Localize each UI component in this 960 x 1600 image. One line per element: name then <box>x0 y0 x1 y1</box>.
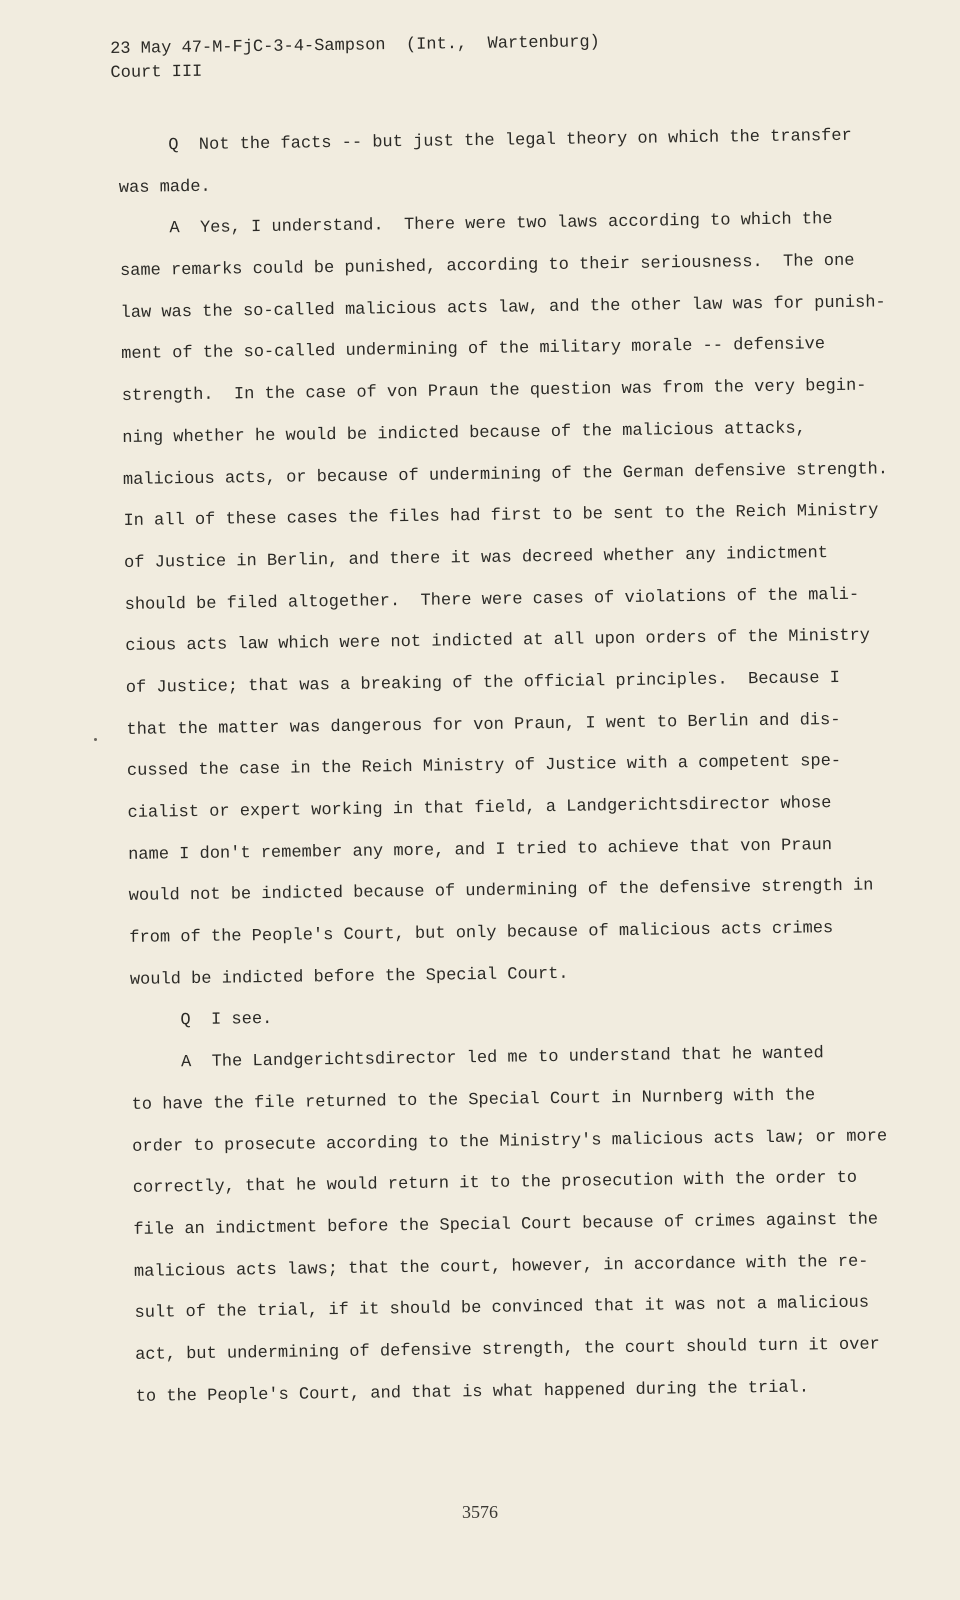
transcript-line: malicious acts laws; that the court, however, in accordance with the re- <box>133 1252 869 1282</box>
transcript-line: of Justice; that was a breaking of the official principles. Because I <box>125 668 841 698</box>
transcript-line: malicious acts, or because of undermining of the German defensive strength. <box>122 459 889 490</box>
page-number: 3576 <box>462 1502 498 1522</box>
transcript-line: cussed the case in the Reich Ministry of Justice with a competent spe- <box>126 752 842 782</box>
transcript-line: cialist or expert working in that field, a Landgerichtsdirector whose <box>127 794 832 823</box>
margin-mark <box>94 738 97 741</box>
transcript-line: strength. In the case of von Praun the question was from the very begin- <box>121 376 867 407</box>
transcript-line: Q I see. <box>180 1010 273 1031</box>
transcript-line: ment of the so-called undermining of the military morale -- defensive <box>121 335 826 365</box>
transcript-line: was made. <box>118 177 211 198</box>
transcript-line: Q Not the facts -- but just the legal theory on which the transfer <box>168 126 852 156</box>
transcript-line: should be filed altogether. There were cases of violations of the mali- <box>124 585 860 615</box>
header-reference-line: 23 May 47-M-FjC-3-4-Sampson (Int., Wartenburg) <box>110 33 600 59</box>
transcript-line: order to prosecute according to the Ministry's malicious acts law; or more <box>132 1126 888 1157</box>
transcript-line: cious acts law which were not indicted at all upon orders of the Ministry <box>125 626 871 657</box>
header-court-line: Court III <box>110 62 203 83</box>
transcript-line: would be indicted before the Special Court. <box>129 964 569 990</box>
transcript-line: ning whether he would be indicted because of the malicious attacks, <box>122 419 806 448</box>
transcript-line: file an indictment before the Special Court because of crimes against the <box>133 1210 879 1240</box>
transcript-line: to have the file returned to the Special Court in Nurnberg with the <box>131 1086 816 1115</box>
transcript-line: same remarks could be punished, according to their seriousness. The one <box>119 251 855 282</box>
transcript-line: to the People's Court, and that is what happened during the trial. <box>135 1378 810 1407</box>
transcript-line: In all of these cases the files had first to be sent to the Reich Ministry <box>123 501 879 532</box>
transcript-line: A Yes, I understand. There were two laws according to which the <box>169 210 833 239</box>
transcript-line: law was the so-called malicious acts law, and the other law was for punish- <box>120 293 886 323</box>
transcript-line: sult of the trial, if it should be convinced that it was not a malicious <box>134 1293 870 1324</box>
transcript-line: act, but undermining of defensive strength, the court should turn it over <box>135 1335 880 1365</box>
transcript-line: A The Landgerichtsdirector led me to understand that he wanted <box>180 1044 824 1073</box>
transcript-line: correctly, that he would return it to the prosecution with the order to <box>132 1168 858 1199</box>
document-header <box>110 31 600 86</box>
transcript-line: would not be indicted because of undermining of the defensive strength in <box>128 876 874 907</box>
transcript-line: name I don't remember any more, and I tried to achieve that von Praun <box>128 835 833 865</box>
transcript-body <box>118 115 906 1418</box>
transcript-line: that the matter was dangerous for von Praun, I went to Berlin and dis- <box>126 710 841 740</box>
transcript-line: from of the People's Court, but only because of malicious acts crimes <box>129 919 834 948</box>
transcript-line: of Justice in Berlin, and there it was decreed whether any indictment <box>123 544 829 573</box>
